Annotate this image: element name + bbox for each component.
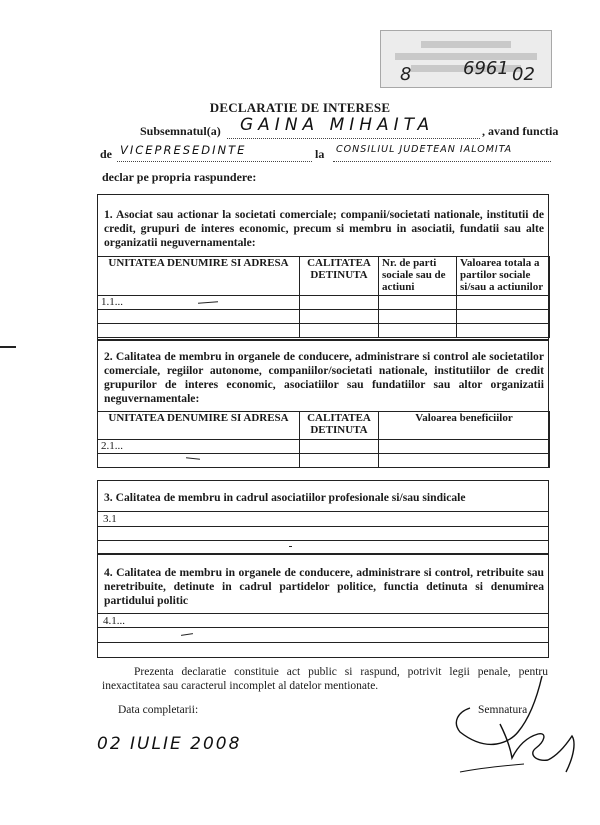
institution-handwritten: CONSILIUL JUDETEAN IALOMITA [336,144,513,155]
s2-col-valoarea: Valoarea beneficiilor [379,412,550,440]
section-4-title: 4. Calitatea de membru in organele de conducere, administrare si control, retribuite sau neretribuite, detinute in cadrul partidelor politice, functia detinuta si denumirea partidului politic [104,566,544,607]
section-3-title: 3. Calitatea de membru in cadrul asociatiilor profesionale si/sau sindicale [104,491,466,504]
avand-functia-label: , avand functia [482,124,559,138]
section-2-title: 2. Calitatea de membru in organele de conducere, administrare si control ale societatilor comerciale, regiilor autonome, companiilor/societati nationale, institutiilor de credit grupurilor de interes economic, asociatiilor sau fundatiilor sau altor organizatii neguvernamentale: [104,350,544,405]
table-row [98,296,550,310]
function-handwritten: VICEPRESEDINTE [120,143,247,157]
s3-row-label: 3.1 [103,513,117,525]
s2-col-calitatea: CALITATEA DETINUTA [300,412,379,440]
stamp-suffix: 02 [512,64,535,85]
table-row [98,440,550,454]
s2-col-unitatea: UNITATEA DENUMIRE SI ADRESA [98,412,300,440]
s4-row-label: 4.1... [103,615,125,627]
signature-label: Semnatura [478,704,528,716]
declar-text: declar pe propria raspundere: [102,170,257,184]
date-label: Data completarii: [118,704,199,716]
institution-dots [333,161,551,162]
dash-mark [289,546,292,547]
s1-col-nr-parti: Nr. de parti sociale sau de actiuni [379,257,457,296]
table-row [98,310,550,324]
name-dots [227,138,480,139]
function-dots [117,161,312,162]
statement-text: Prezenta declaratie constituie act public si raspund, potrivit legii penale, pentru inexactitatea sau caracterul incomplet al datelor mentionate. [102,666,548,692]
la-label: la [315,147,325,161]
section-1-table [97,256,550,338]
page-title: DECLARATIE DE INTERESE [209,100,391,115]
stamp-registry-number: 8 [400,64,412,85]
section-3-rule [97,540,549,541]
margin-mark [0,346,16,348]
section-3-rule [97,526,549,527]
s2-row-label: 2.1... [98,440,300,454]
subsemnatul-label: Subsemnatul(a) [140,124,221,138]
de-label: de [100,147,112,161]
table-row [98,454,550,468]
stamp-doc-number: 6961 [463,58,509,79]
s1-row-label: 1.1... [98,296,300,310]
s1-col-valoarea: Valoarea totala a partilor sociale si/sau a actiunilor [457,257,550,296]
section-1-title: 1. Asociat sau actionar la societati comerciale; companii/societati nationale, institutii de credit, grupuri de interes economic, precum si membru in asociatii, fundatii sau alte organizatii neguvernamentale: [104,208,544,249]
section-3-rule [97,511,549,512]
s1-col-calitatea: CALITATEA DETINUTA [300,257,379,296]
table-row [98,324,550,338]
s1-col-unitatea: UNITATEA DENUMIRE SI ADRESA [98,257,300,296]
section-4-rule [97,642,549,643]
section-4-rule [97,627,549,628]
section-2-table [97,411,550,468]
name-handwritten: GAINA MIHAITA [240,115,435,135]
date-handwritten: 02 IULIE 2008 [97,734,242,754]
signature-drawing [440,672,590,780]
section-4-rule [97,613,549,614]
